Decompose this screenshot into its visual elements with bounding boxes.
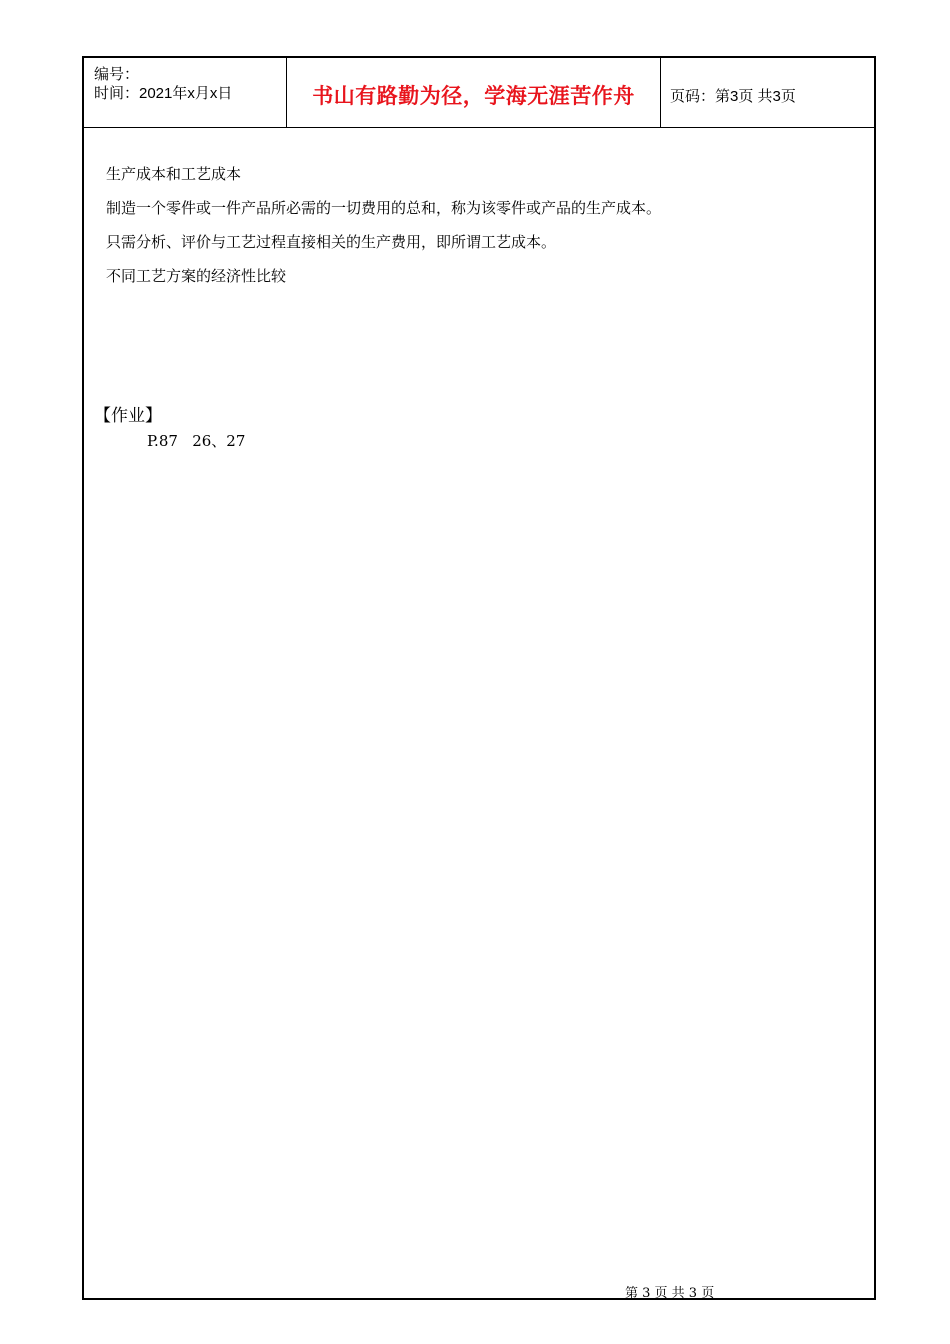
header-table	[84, 58, 874, 128]
page-frame	[82, 56, 876, 1300]
paragraph-process-cost: 只需分析、评价与工艺过程直接相关的生产费用，即所谓工艺成本。	[106, 233, 557, 251]
paragraph-comparison: 不同工艺方案的经济性比较	[106, 267, 287, 285]
footer-page-number: 第 3 页 共 3 页	[625, 1286, 715, 1301]
number-label: 编号：	[94, 66, 140, 83]
time-label: 时间：2021年x月x日	[94, 85, 233, 102]
header-left-cell	[84, 58, 287, 127]
header-motto-cell	[287, 58, 661, 127]
motto-text: 书山有路勤为径，学海无涯苦作舟	[312, 84, 635, 108]
homework-item: P.87 26、27	[147, 432, 246, 450]
page-info: 页码：第3页 共3页	[670, 88, 796, 105]
paragraph-production-cost: 制造一个零件或一件产品所必需的一切费用的总和，称为该零件或产品的生产成本。	[106, 199, 662, 217]
homework-title: 【作业】	[94, 406, 162, 426]
header-right-cell	[661, 58, 874, 127]
section-heading: 生产成本和工艺成本	[106, 165, 242, 183]
